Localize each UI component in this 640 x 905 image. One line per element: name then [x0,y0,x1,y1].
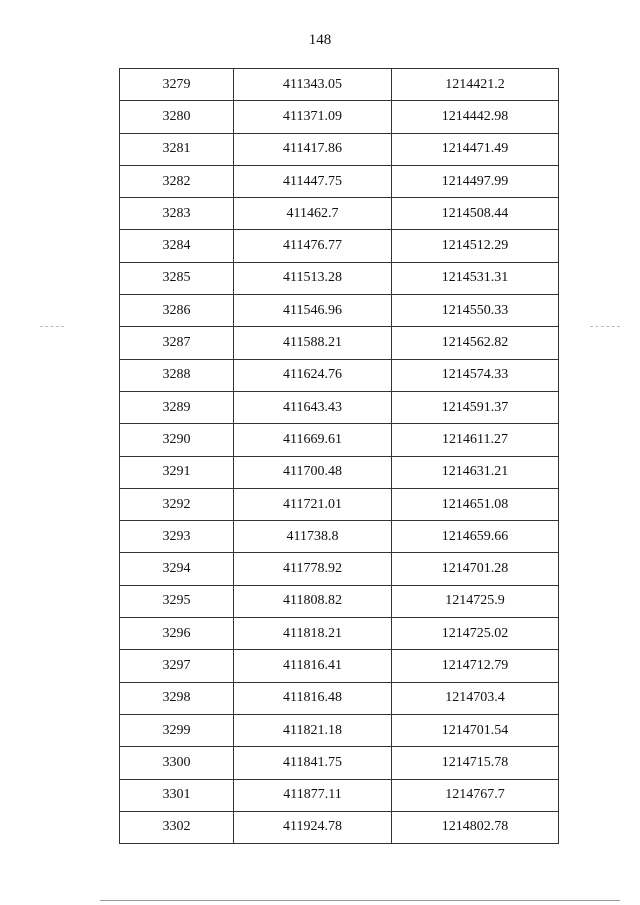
y-coordinate-cell: 1214631.21 [392,456,559,488]
x-coordinate-cell: 411700.48 [234,456,392,488]
table-row [120,553,559,585]
table-row [120,456,559,488]
y-coordinate-cell: 1214701.54 [392,714,559,746]
point-id-cell: 3292 [120,488,234,520]
table-row [120,198,559,230]
table-row [120,585,559,617]
x-coordinate-cell: 411447.75 [234,165,392,197]
x-coordinate-cell: 411669.61 [234,424,392,456]
table-row [120,618,559,650]
x-coordinate-cell: 411721.01 [234,488,392,520]
point-id-cell: 3301 [120,779,234,811]
x-coordinate-cell: 411738.8 [234,521,392,553]
table-row [120,714,559,746]
point-id-cell: 3285 [120,262,234,294]
y-coordinate-cell: 1214802.78 [392,811,559,843]
point-id-cell: 3289 [120,391,234,423]
table-row [120,391,559,423]
table-row [120,101,559,133]
x-coordinate-cell: 411841.75 [234,747,392,779]
y-coordinate-cell: 1214442.98 [392,101,559,133]
point-id-cell: 3296 [120,618,234,650]
table-row [120,488,559,520]
y-coordinate-cell: 1214531.31 [392,262,559,294]
table-row [120,682,559,714]
table-row [120,650,559,682]
table-row [120,327,559,359]
table-row [120,359,559,391]
x-coordinate-cell: 411462.7 [234,198,392,230]
x-coordinate-cell: 411417.86 [234,133,392,165]
point-id-cell: 3283 [120,198,234,230]
point-id-cell: 3293 [120,521,234,553]
point-id-cell: 3290 [120,424,234,456]
x-coordinate-cell: 411816.41 [234,650,392,682]
y-coordinate-cell: 1214725.9 [392,585,559,617]
y-coordinate-cell: 1214508.44 [392,198,559,230]
table-row [120,230,559,262]
table-row [120,521,559,553]
table-row [120,295,559,327]
y-coordinate-cell: 1214651.08 [392,488,559,520]
point-id-cell: 3294 [120,553,234,585]
point-id-cell: 3291 [120,456,234,488]
x-coordinate-cell: 411624.76 [234,359,392,391]
y-coordinate-cell: 1214703.4 [392,682,559,714]
coordinate-table-body [120,69,559,844]
x-coordinate-cell: 411924.78 [234,811,392,843]
point-id-cell: 3286 [120,295,234,327]
table-row [120,262,559,294]
y-coordinate-cell: 1214591.37 [392,391,559,423]
table-row [120,69,559,101]
x-coordinate-cell: 411513.28 [234,262,392,294]
y-coordinate-cell: 1214562.82 [392,327,559,359]
x-coordinate-cell: 411821.18 [234,714,392,746]
table-row [120,779,559,811]
x-coordinate-cell: 411343.05 [234,69,392,101]
x-coordinate-cell: 411588.21 [234,327,392,359]
table-row [120,811,559,843]
y-coordinate-cell: 1214715.78 [392,747,559,779]
y-coordinate-cell: 1214512.29 [392,230,559,262]
x-coordinate-cell: 411476.77 [234,230,392,262]
table-row [120,747,559,779]
y-coordinate-cell: 1214701.28 [392,553,559,585]
x-coordinate-cell: 411778.92 [234,553,392,585]
point-id-cell: 3297 [120,650,234,682]
y-coordinate-cell: 1214421.2 [392,69,559,101]
point-id-cell: 3282 [120,165,234,197]
point-id-cell: 3299 [120,714,234,746]
point-id-cell: 3300 [120,747,234,779]
point-id-cell: 3284 [120,230,234,262]
table-row [120,165,559,197]
y-coordinate-cell: 1214712.79 [392,650,559,682]
y-coordinate-cell: 1214767.7 [392,779,559,811]
y-coordinate-cell: 1214659.66 [392,521,559,553]
y-coordinate-cell: 1214611.27 [392,424,559,456]
coordinate-table [119,68,559,844]
scan-artifact-right [590,326,620,327]
x-coordinate-cell: 411546.96 [234,295,392,327]
point-id-cell: 3295 [120,585,234,617]
x-coordinate-cell: 411643.43 [234,391,392,423]
y-coordinate-cell: 1214725.02 [392,618,559,650]
point-id-cell: 3302 [120,811,234,843]
y-coordinate-cell: 1214574.33 [392,359,559,391]
point-id-cell: 3280 [120,101,234,133]
scan-artifact-left [40,326,64,327]
point-id-cell: 3279 [120,69,234,101]
page-number: 148 [308,32,332,48]
point-id-cell: 3287 [120,327,234,359]
y-coordinate-cell: 1214471.49 [392,133,559,165]
table-row [120,424,559,456]
x-coordinate-cell: 411808.82 [234,585,392,617]
x-coordinate-cell: 411371.09 [234,101,392,133]
point-id-cell: 3281 [120,133,234,165]
y-coordinate-cell: 1214550.33 [392,295,559,327]
x-coordinate-cell: 411877.11 [234,779,392,811]
x-coordinate-cell: 411816.48 [234,682,392,714]
x-coordinate-cell: 411818.21 [234,618,392,650]
scan-artifact-bottom [100,900,620,901]
point-id-cell: 3288 [120,359,234,391]
table-row [120,133,559,165]
y-coordinate-cell: 1214497.99 [392,165,559,197]
point-id-cell: 3298 [120,682,234,714]
